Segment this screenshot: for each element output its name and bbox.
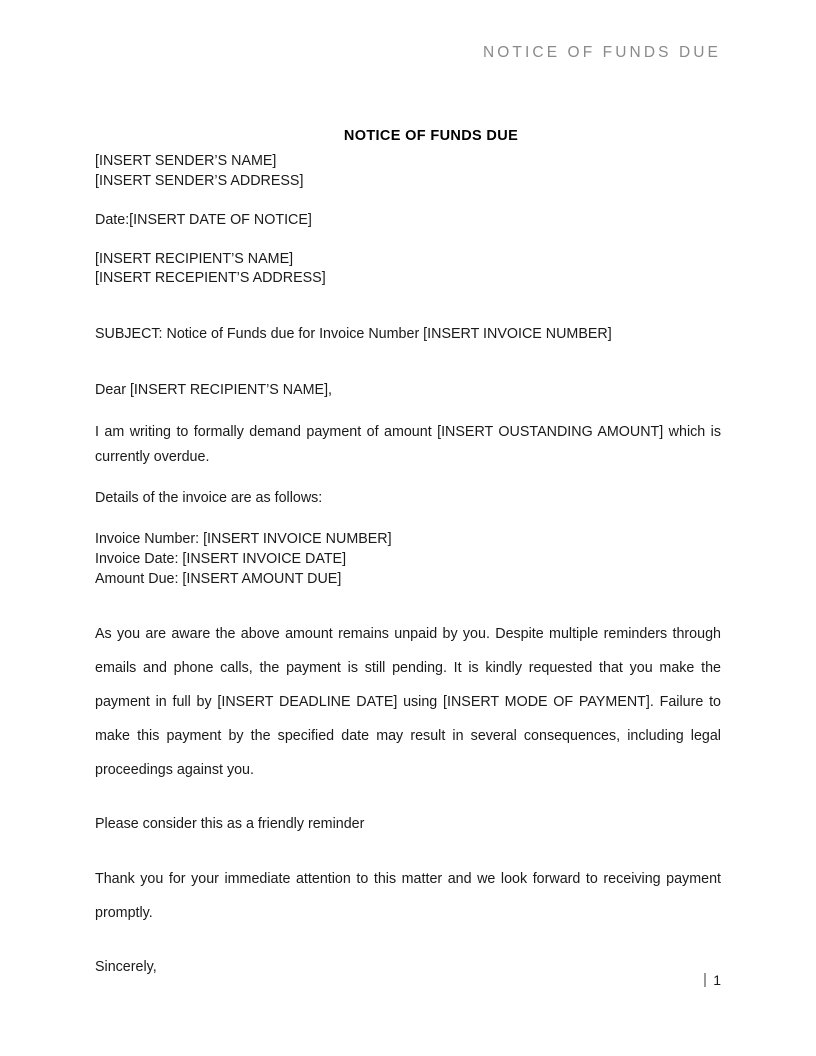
page-footer (95, 972, 721, 988)
sender-name: [INSERT SENDER’S NAME] (95, 153, 277, 169)
recipient-name: [INSERT RECIPIENT’S NAME] (95, 250, 294, 267)
page-number: 1 (713, 972, 721, 988)
salutation: Dear [INSERT RECIPIENT’S NAME], (95, 381, 333, 398)
spacer (95, 345, 721, 381)
spacer (95, 589, 721, 617)
running-header: NOTICE OF FUNDS DUE (482, 44, 721, 61)
notice-date-line: Date:[INSERT DATE OF NOTICE] (95, 212, 312, 229)
spacer (95, 400, 721, 420)
closing-salutation: Sincerely, (95, 959, 157, 976)
details-intro: Details of the invoice are as follows: (95, 490, 323, 507)
spacer (95, 787, 721, 815)
document-body (95, 128, 721, 978)
spacer (95, 231, 721, 250)
amount-due-line: Amount Due: [INSERT AMOUNT DUE] (95, 570, 342, 587)
paragraph-unpaid: As you are aware the above amount remains unpaid by you. Despite multiple reminders through emails and phone calls, the payment is still pending. It is kindly requested that you make the payment in full by [INSERT DEADLINE DATE] using [INSERT MODE OF PAYMENT]. Failure to make this payment by the specified date may result in several consequences, including legal proceedings against you. (95, 625, 721, 778)
sender-address: [INSERT SENDER’S ADDRESS] (95, 172, 304, 189)
document-title: NOTICE OF FUNDS DUE (343, 128, 519, 144)
spacer (95, 930, 721, 958)
invoice-number-line: Invoice Number: [INSERT INVOICE NUMBER] (95, 530, 392, 547)
paragraph-reminder: Please consider this as a friendly reminder (95, 815, 365, 832)
spacer (95, 834, 721, 862)
spacer (95, 191, 721, 211)
spacer (95, 289, 721, 325)
invoice-date-line: Invoice Date: [INSERT INVOICE DATE] (95, 550, 347, 567)
subject-line: SUBJECT: Notice of Funds due for Invoice Number [INSERT INVOICE NUMBER] (95, 325, 612, 342)
recipient-address: [INSERT RECEPIENT’S ADDRESS] (95, 270, 326, 287)
spacer (95, 509, 721, 529)
paragraph-demand: I am writing to formally demand payment of amount [INSERT OUSTANDING AMOUNT] which is currently overdue. (95, 424, 721, 466)
paragraph-thanks: Thank you for your immediate attention to this matter and we look forward to receiving payment promptly. (95, 871, 721, 922)
spacer (95, 470, 721, 489)
footer-divider-icon (704, 973, 706, 987)
